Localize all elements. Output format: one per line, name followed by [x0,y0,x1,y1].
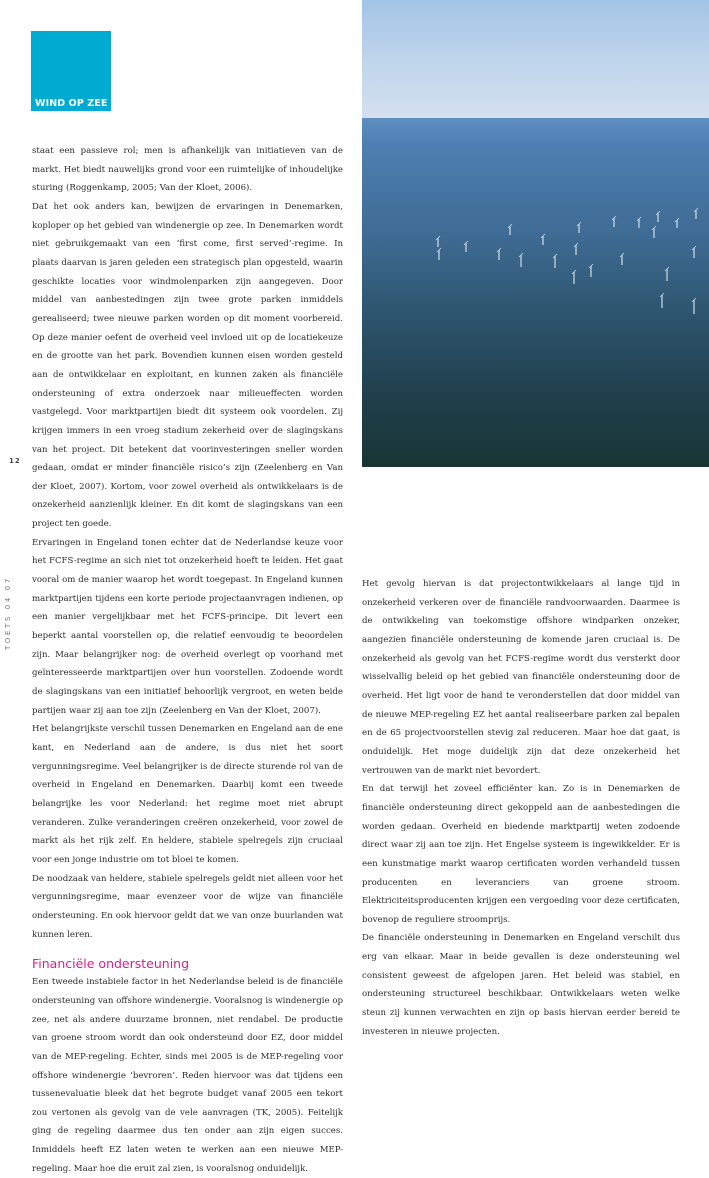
left-column [32,142,343,1178]
offshore-wind-farm-image [362,0,709,467]
section-tag [31,31,111,111]
subheading: Financiële ondersteuning [32,956,190,972]
sea [362,118,709,467]
paragraph: De financiële ondersteuning in Denemarken en Engeland verschilt dus erg van elkaar. Maar in beide gevallen is deze ondersteuning wel consistent geweest de afgelopen jaren. Het beleid was stabiel, en ondersteuning structureel beschikbaar. Ontwikkelaars weten welke steun zij kunnen verwachten en zijn op basis hiervan eerder bereid te investeren in nieuwe projecten. [362,933,680,1037]
paragraph: staat een passieve rol; men is afhankelijk van initiatieven van de markt. Het biedt nauwelijks grond voor een ruimtelijke of inhoudelijke sturing (Roggenkamp, 2005; Van der Kloet, 2006). [32,146,343,194]
sky [362,0,709,118]
paragraph: En dat terwijl het zoveel efficiënter kan. Zo is in Denemarken de financiële ondersteuning direct gekoppeld aan de aanbestedingen die worden gedaan. Overheid en biedende marktpartij weten zodoende direct waar zij aan toe zijn. Het Engelse systeem is ingewikkelder. Er is een kunstmatige markt waarop certificaten worden verhandeld tussen producenten en leveranciers van groene stroom. Elektriciteitsproducenten krijgen een vergoeding voor deze certificaten, bovenop de reguliere stroomprijs. [362,784,680,925]
journal-label: TOETS 04 07 [4,576,12,650]
right-column [362,575,680,1041]
paragraph: De noodzaak van heldere, stabiele spelregels geldt niet alleen voor het vergunningsregime, maar evenzeer voor de wijze van financiële ondersteuning. En ook hiervoor geldt dat we van onze buurlanden wat kunnen leren. [32,873,343,940]
paragraph: Ervaringen in Engeland tonen echter dat de Nederlandse keuze voor het FCFS-regime an sich niet tot onzekerheid hoeft te leiden. Het gaat vooral om de manier waarop het wordt toegepast. In Engeland kunnen marktpartijen tijdens een korte periode projectaanvragen indienen, op een manier vergelijkbaar met het FCFS-principe. Dit levert een beperkt aantal voorstellen op, die relatief eenvoudig te beoordelen zijn. Maar belangrijker nog: de overheid overlegt op voorhand met geïnteresseerde marktpartijen over hun voorstellen. Zodoende wordt de slagingskans van een initiatief behoorlijk vergroot, en weten beide partijen waar zij aan toe zijn (Zeelenberg en Van der Kloet, 2007). [32,537,343,716]
page-number: 12 [9,457,21,465]
paragraph: Het belangrijkste verschil tussen Denemarken en Engeland aan de ene kant, en Nederland aan de andere, is dus niet het soort vergunningsregime. Veel belangrijker is de directe sturende rol van de overheid in Engeland en Denemarken. Daarbij komt een tweede belangrijke les voor Nederland: het regime moet niet abrupt veranderen. Zulke veranderingen creëren onzekerheid, voor zowel de markt als het rijk zelf. En heldere, stabiele spelregels zijn cruciaal voor een jonge industrie om tot bloei te komen. [32,724,343,865]
paragraph: Een tweede instabiele factor in het Nederlandse beleid is de financiële ondersteuning van offshore windenergie. Vooralsnog is windenergie op zee, net als andere duurzame bronnen, niet rendabel. De productie van groene stroom wordt dan ook ondersteund door EZ, door middel van de MEP-regeling. Echter, sinds mei 2005 is de MEP-regeling voor offshore windenergie ‘bevroren’. Reden hiervoor was dat tijdens een tussenevaluatie bleek dat het begrote budget vanaf 2005 een tekort zou vertonen als gevolg van de vele aanvragen (TK, 2005). Feitelijk ging de regeling daarmee dus ten onder aan zijn eigen succes. Inmiddels heeft EZ laten weten te werken aan een nieuwe MEP-regeling. Maar hoe die eruit zal zien, is vooralsnog onduidelijk. [32,977,343,1174]
paragraph: Het gevolg hiervan is dat projectontwikkelaars al lange tijd in onzekerheid verkeren over de financiële randvoorwaarden. Daarmee is de ontwikkeling van toekomstige offshore windparken onzeker, aangezien financiële ondersteuning de komende jaren cruciaal is. De onzekerheid als gevolg van het FCFS-regime wordt dus versterkt door wisselvallig beleid op het gebied van financiële ondersteuning door de overheid. Het ligt voor de hand te veronderstellen dat door middel van de nieuwe MEP-regeling EZ het aantal realiseerbare parken zal bepalen en de 65 projectvoorstellen stevig zal reduceren. Maar hoe dat gaat, is onduidelijk. Het moge duidelijk zijn dat deze onzekerheid het vertrouwen van de markt niet bevordert. [362,579,680,776]
wind-turbines-photo [362,0,709,467]
paragraph: Dat het ook anders kan, bewijzen de ervaringen in Denemarken, koploper op het gebied van windenergie op zee. In Denemarken wordt niet gebruikgemaakt van een ‘first come, first served’-regime. In plaats daarvan is jaren geleden een strategisch plan opgesteld, waarin geschikte locaties voor windmolenparken zijn aangegeven. Door middel van aanbestedingen zijn twee grote parken inmiddels gerealiseerd; twee nieuwe parken worden op dit moment voorbereid. Op deze manier oefent de overheid veel invloed uit op de locatiekeuze en de grootte van het park. Bovendien kunnen eisen worden gesteld aan de ontwikkelaar en exploitant, en kunnen zaken als financiële ondersteuning of extra onderzoek naar milieueffecten worden vastgelegd. Voor marktpartijen biedt dit systeem ook voordelen. Zij krijgen immers in een vroeg stadium zekerheid over de slagingskans van het project. Dit betekent dat voorinvesteringen sneller worden gedaan, omdat er minder financiële risico’s zijn (Zeelenberg en Van der Kloet, 2007). Kortom, voor zowel overheid als ontwikkelaars is de onzekerheid aanzienlijk kleiner. En dit komt de slagingskans van een project ten goede. [32,201,343,530]
section-tag-label: WIND OP ZEE [35,98,108,109]
